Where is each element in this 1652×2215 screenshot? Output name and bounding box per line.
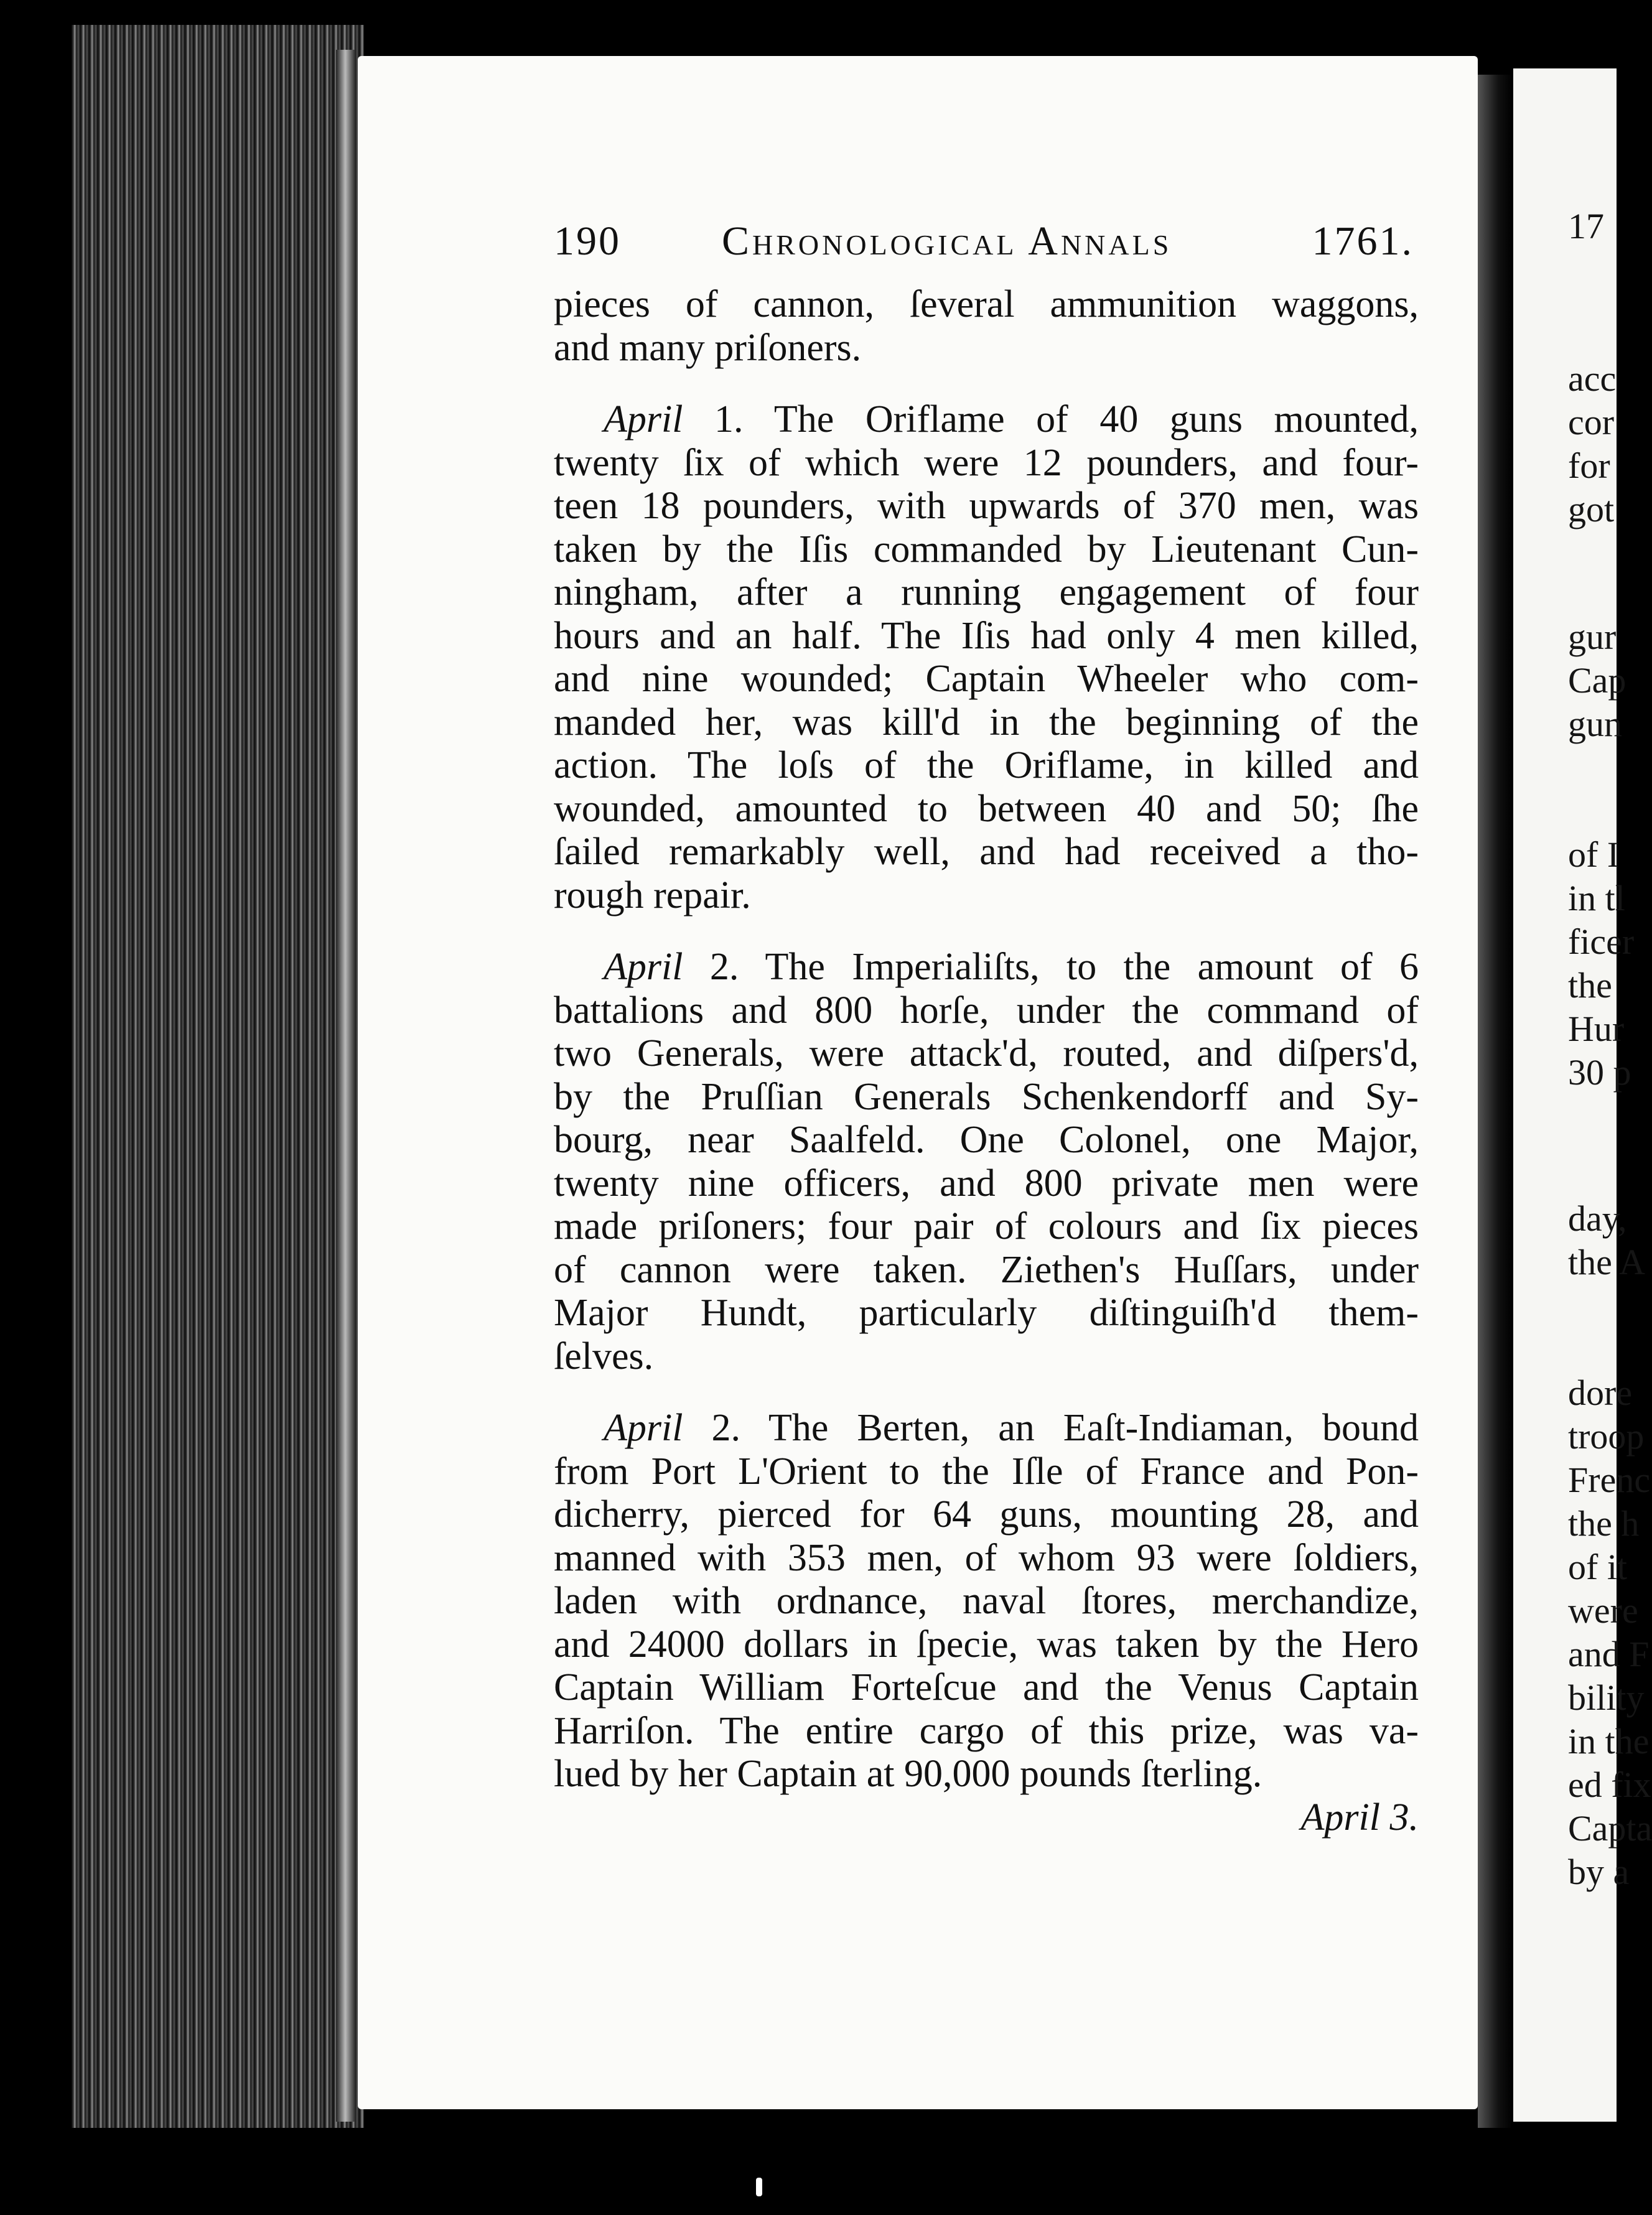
facing-page-line-fragment: got (1568, 489, 1615, 529)
text-line: ningham, after a running engagement of four (554, 571, 1419, 613)
text-line: laden with ordnance, naval ſtores, merchandize, (554, 1580, 1419, 1622)
text-line: ſelves. (554, 1335, 654, 1378)
facing-page-line-fragment: Capta (1568, 1808, 1652, 1849)
book-gutter (1478, 75, 1512, 2128)
text-line: twenty nine officers, and 800 private men were (554, 1162, 1419, 1205)
text-line: manded her, was kill'd in the beginning of the (554, 701, 1419, 744)
scan-speck (756, 2178, 762, 2196)
facing-page-line-fragment: gun (1568, 704, 1622, 744)
facing-page-line-fragment: of I (1568, 834, 1620, 875)
facing-page-line-fragment: in the (1568, 1721, 1650, 1761)
book-spine-edge (72, 25, 364, 2128)
text-line: Captain William Forteſcue and the Venus Captain (554, 1666, 1419, 1709)
facing-page-line-fragment: 30 p (1568, 1052, 1631, 1093)
facing-page-line-fragment: cor (1568, 402, 1615, 442)
entry-date: April (604, 946, 683, 988)
text-line (554, 398, 1419, 442)
facing-page-line-fragment: Hur (1568, 1009, 1625, 1049)
catchword: April 3. (1300, 1796, 1419, 1839)
text-line: and many priſoners. (554, 326, 862, 369)
facing-page-line-fragment: Frenc (1568, 1460, 1651, 1500)
facing-page-line-fragment: the A (1568, 1242, 1646, 1282)
facing-page-line-fragment: and F (1568, 1634, 1650, 1674)
text-line: twenty ſix of which were 12 pounders, and four- (554, 441, 1419, 484)
text-line: wounded, amounted to between 40 and 50; ſhe (554, 787, 1419, 830)
entry-lead: 2. The Imperialiſts, to the amount of 6 (683, 946, 1419, 988)
text-line: teen 18 pounders, with upwards of 370 men, was (554, 485, 1419, 527)
text-line: manned with 353 men, of whom 93 were ſoldiers, (554, 1536, 1419, 1579)
text-line: pieces of cannon, ſeveral ammunition waggons, (554, 283, 1419, 325)
text-line: made priſoners; four pair of colours and ſix pieces (554, 1205, 1419, 1247)
facing-page-line-fragment: ficer (1568, 921, 1635, 962)
entry-date: April (604, 1407, 683, 1449)
entry-april-2-imperialists (554, 946, 1419, 1378)
entry-april-2-berten (554, 1407, 1419, 1796)
running-title: Chronological Annals (722, 218, 1172, 264)
text-line: rough repair. (554, 874, 751, 916)
facing-page-line-fragment: the h (1568, 1503, 1640, 1544)
text-line: Harriſon. The entire cargo of this prize, was va- (554, 1709, 1419, 1752)
page-stack-edge (336, 50, 355, 2122)
facing-page-line-fragment: ed fix (1568, 1765, 1651, 1805)
text-line: battalions and 800 horſe, under the command of (554, 989, 1419, 1032)
facing-page-line-fragment: for (1568, 445, 1610, 486)
text-line: of cannon were taken. Ziethen's Huſſars, under (554, 1248, 1419, 1291)
entry-april-1 (554, 398, 1419, 917)
text-line (554, 1407, 1419, 1450)
running-header (554, 218, 1425, 274)
facing-page-line-fragment: of it (1568, 1547, 1628, 1587)
header-year: 1761. (1312, 218, 1414, 264)
facing-page-line-fragment: bility (1568, 1677, 1645, 1718)
page-body-text (554, 283, 1419, 1839)
text-line: ſailed remarkably well, and had received a tho- (554, 831, 1419, 873)
facing-page-line-fragment: day, (1568, 1198, 1627, 1239)
facing-page-line-fragment: were (1568, 1590, 1638, 1631)
text-line: lued by her Captain at 90,000 pounds ſterling. (554, 1753, 1262, 1795)
text-line: from Port L'Orient to the Iſle of France and Pon- (554, 1450, 1419, 1493)
facing-page-line-fragment: acc (1568, 358, 1617, 399)
entry-lead: 2. The Berten, an Eaſt-Indiaman, bound (683, 1407, 1419, 1449)
page-number: 190 (554, 218, 621, 264)
text-line: and 24000 dollars in ſpecie, was taken by the Hero (554, 1623, 1419, 1666)
text-line: and nine wounded; Captain Wheeler who com- (554, 658, 1419, 700)
facing-page-line-fragment: Cap (1568, 660, 1626, 701)
text-line: taken by the Iſis commanded by Lieutenant Cun- (554, 528, 1419, 571)
entry-date: April (604, 398, 683, 441)
text-line: two Generals, were attack'd, routed, and diſpers'd, (554, 1032, 1419, 1075)
text-line: action. The loſs of the Oriflame, in killed and (554, 744, 1419, 786)
text-line: bourg, near Saalfeld. One Colonel, one Major, (554, 1119, 1419, 1161)
facing-page-line-fragment: the (1568, 965, 1612, 1005)
text-line (554, 946, 1419, 989)
text-line: hours and an half. The Iſis had only 4 men killed, (554, 614, 1419, 657)
facing-page-line-fragment: by a (1568, 1852, 1630, 1892)
text-line: Major Hundt, particularly diſtinguiſh'd them- (554, 1292, 1419, 1334)
text-line: dicherry, pierced for 64 guns, mounting 28, and (554, 1493, 1419, 1536)
facing-page-line-fragment: troop (1568, 1416, 1645, 1457)
facing-page-line-fragment: 17 (1568, 206, 1604, 246)
facing-page-line-fragment: in tl (1568, 878, 1625, 918)
entry-lead: 1. The Oriflame of 40 guns mounted, (683, 398, 1419, 441)
paragraph-continuation (554, 283, 1419, 370)
text-line: by the Pruſſian Generals Schenkendorff and Sy- (554, 1075, 1419, 1118)
facing-page-line-fragment: dore (1568, 1373, 1633, 1413)
facing-page-line-fragment: gur (1568, 617, 1617, 657)
